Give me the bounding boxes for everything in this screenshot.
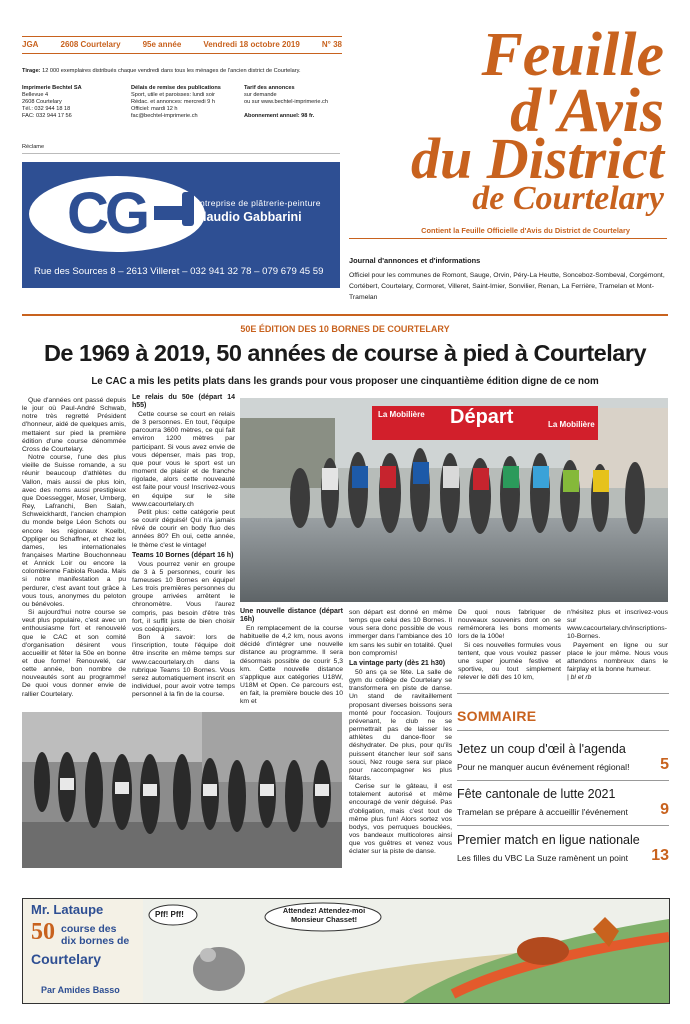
ad-line1: Entreprise de plâtrerie-peinture bbox=[194, 198, 321, 208]
comic-word-courtelary: Courtelary bbox=[31, 951, 102, 967]
subhead-distance: Une nouvelle distance (départ 16h) bbox=[240, 608, 343, 623]
comic-title: Mr. Lataupe bbox=[31, 902, 104, 917]
subhead-teams: Teams 10 Bornes (départ 16 h) bbox=[132, 551, 234, 559]
tarif-line: sur demande bbox=[244, 92, 277, 98]
tirage-text: 12 000 exemplaires distribués chaque vendredi dans tous les ménages de l'ancien district de Courtelary. bbox=[42, 68, 301, 74]
article-title: De 1969 à 2019, 50 années de course à pied à Courtelary bbox=[43, 340, 647, 366]
reclame-label: Réclame bbox=[22, 144, 45, 150]
ad-line2: Claudio Gabbarini bbox=[194, 210, 302, 224]
article-lead: Le CAC a mis les petits plats dans les grands pour vous proposer une cinquantième édition digne de ce nom bbox=[91, 376, 599, 387]
article-column-3 bbox=[240, 606, 343, 707]
sommaire-item-title: Premier match en ligue nationale bbox=[457, 833, 640, 847]
masthead-journal: Journal d'annonces et d'informations bbox=[349, 256, 481, 265]
sommaire-item-lutte[interactable] bbox=[457, 787, 669, 817]
deadline-line: Rédac. et annonces: mercredi 9 h bbox=[131, 99, 215, 105]
tarif-title: Tarif des annonces bbox=[244, 85, 295, 91]
header-number: N° 38 bbox=[321, 40, 342, 49]
sommaire-item-page: 13 bbox=[651, 847, 669, 864]
comic-number: 50 bbox=[31, 919, 55, 945]
masthead-contains: Contient la Feuille Officielle d'Avis du District de Courtelary bbox=[421, 226, 630, 235]
ad-logo: CG bbox=[67, 181, 146, 246]
article-column-2 bbox=[132, 392, 235, 699]
comic-strip bbox=[22, 898, 670, 1004]
article-paragraph: Notre course, l'une des plus vieille de Suisse romande, a su réunir beaucoup d'athlètes du Vallon, mais aussi de plus loin, avec des noms aussi prestigieux que Doessegger, Moser, Umberg, Rey, Lafranchi, Ben Salah, Schweickhardt, l'ancien champion du monde belge Léon Schots ou encore les régionaux Koelbl, Oppliger ou Schaffner, et chez les dames, les internationales françaises Martine Bouchonneau et Annick Loir ou encore la colombienne Fabiola Rueda. Mais si notre manifestation a pu perdurer, c'est avant tout grâce à vous tous, anonymes du peloton ou bénévoles. bbox=[22, 454, 126, 608]
sommaire-item-sub: Pour ne manquer aucun événement régional! bbox=[457, 762, 630, 772]
article-column-1 bbox=[22, 397, 126, 699]
article-paragraph: Payement en ligne ou sur place le jour même. Nous vous attendons nombreux dans le fairplay et la bonne humeur. bbox=[567, 641, 668, 674]
header-rule-bottom bbox=[22, 53, 342, 54]
advertisement-gabbarini[interactable] bbox=[22, 162, 340, 288]
article-column-5 bbox=[458, 609, 561, 682]
article-column-6 bbox=[567, 609, 668, 682]
article-paragraph: Que d'années ont passé depuis le jour où Paul-André Schwab, notre très regretté Président d'honneur, aidé de quelques amis, mettaient sur pied la première édition d'une course dénommée Cross de Courtelary. bbox=[22, 397, 126, 453]
sommaire-item-sub: Les filles du VBC La Suze ramènent un point bbox=[457, 853, 629, 863]
sommaire-rule-top bbox=[457, 693, 669, 694]
printer-info bbox=[22, 85, 122, 120]
comic-author: Par Amides Basso bbox=[41, 985, 120, 995]
printer-title: Imprimerie Bechtel SA bbox=[22, 85, 82, 91]
deadline-line: Officiel: mardi 12 h bbox=[131, 106, 178, 112]
tirage-label: Tirage: bbox=[22, 68, 41, 74]
race-start-photo bbox=[240, 398, 668, 602]
article-paragraph: Si aujourd'hui notre course se veut plus populaire, c'est avec un enthousiasme fort et renouvelé que le CAC et son comité d'organisation désirent vous accueillir et fêter la 50e en bonne et due forme! Renouvelé, car cette année, bon nombre de nouveautés sont au programme! De quoi vous donner envie de rallier Courtelary. bbox=[22, 609, 126, 698]
tirage-line bbox=[22, 68, 352, 75]
masthead-line2: d'Avis bbox=[510, 77, 664, 145]
sommaire-rule bbox=[457, 730, 669, 731]
sommaire-title: SOMMAIRE bbox=[457, 708, 537, 724]
article-paragraph: De quoi nous fabriquer de nouveaux souvenirs dont on se remémorera les bons moments lors de la 100e! bbox=[458, 609, 561, 641]
article-column-4 bbox=[349, 609, 452, 857]
sommaire-rule bbox=[457, 825, 669, 826]
subhead-vintage: La vintage party (dès 21 h30) bbox=[349, 659, 446, 667]
sommaire-item-page: 9 bbox=[660, 801, 669, 818]
article-paragraph: Cerise sur le gâteau, il est totalement autorisé et même encouragé de venir déguisé. Pas d'obligation, mais c'est tout de même plus fun! Alors sortez vos bodys, vos perruques bouclées, vos bandeaux multicolores ainsi que vos guêtres et venez vous éclater sur la piste de danse. bbox=[349, 783, 452, 856]
header-jga: JGA bbox=[22, 40, 39, 49]
article-paragraph: son départ est donné en même temps que celui des 10 Bornes. Il vous sera donc possible de vous immerger dans l'ambiance des 10 km sans les subir en totalité. Quel bon compromis! bbox=[349, 609, 452, 657]
tarif-link[interactable]: ou sur www.bechtel-imprimerie.ch bbox=[244, 99, 328, 105]
article-paragraph: Cette course se court en relais de 3 personnes. En tout, l'équipe parcourra 3600 mètres, ce qui fait environ 1200 mètres par participant. Si vous avez envie de vous dépenser, mais pas trop, que pour vous le sport est un moment de plaisir et de franche rigolade, alors cette nouveauté est faite pour vous! Inscrivez-vous en équipe sur le site www.cacourtelary.ch bbox=[132, 411, 235, 508]
article-paragraph: n'hésitez plus et inscrivez-vous sur www.cacourtelary.ch/inscriptions-10-Bornes. bbox=[567, 609, 668, 641]
sommaire-item-agenda[interactable] bbox=[457, 742, 669, 772]
header-date: Vendredi 18 octobre 2019 bbox=[203, 40, 300, 49]
article-paragraph: Bon à savoir: lors de l'inscription, toute l'équipe doit être inscrite en même temps sur www.cacourtelary.ch dans la rubrique Teams 10 Bornes. Vous serez automatiquement inscrit en individuel, pour avoir votre temps personnel à la fin de la course. bbox=[132, 634, 235, 699]
ad-address: Rue des Sources 8 – 2613 Villeret – 032 941 32 78 – 079 679 45 59 bbox=[34, 266, 324, 277]
sommaire-item-title: Jetez un coup d'œil à l'agenda bbox=[457, 742, 626, 756]
sommaire-item-sub: Tramelan se prépare à accueillir l'événement bbox=[457, 807, 628, 817]
printer-line: Bellevue 4 bbox=[22, 92, 49, 98]
printer-line: FAC: 032 944 17 56 bbox=[22, 113, 72, 119]
masthead-rule bbox=[349, 238, 667, 239]
sommaire-rule bbox=[457, 780, 669, 781]
historic-race-photo bbox=[22, 712, 342, 868]
comic-bubble-2: Attendez! Attendez-moi Monsieur Chasset! bbox=[282, 906, 366, 924]
comic-word-course: course des bbox=[61, 923, 117, 935]
masthead-official: Officiel pour les communes de Romont, Sauge, Orvin, Péry-La Heutte, Sonceboz-Sombeval, Corgémont, Cortébert, Courtelary, Cormoret, Villeret, Saint-Imier, Sonvilier, Renan, La Ferrière, Tramelan et Mont-Tramelan bbox=[349, 272, 665, 301]
roller-handle bbox=[154, 206, 184, 220]
article-signature: | bl et rb bbox=[567, 674, 592, 682]
article-paragraph: 50 ans ça se fête. La salle de gym du collège de Courtelary se transformera en piste de danse. Un stand de ravitaillement proposant diverses boissons sera monté pour l'occasion. Toujours prévenant, le club ne se permettrait pas de laisser les athlètes du dance-floor se déshydrater. De plus, pour qu'ils puissent étancher leur soif sans souci, Nez rouge sera sur place pour raccompagner les plus fêtards. bbox=[349, 668, 452, 782]
masthead-line3: du District bbox=[411, 126, 664, 191]
header-year: 95e année bbox=[142, 40, 182, 49]
sommaire-item-page: 5 bbox=[660, 756, 669, 773]
header-location: 2608 Courtelary bbox=[60, 40, 121, 49]
article-paragraph: Si ces nouvelles formules vous tentent, que vous voulez passer une super journée festive et sportive, ou tout simplement relever le défi des 10 km, bbox=[458, 641, 561, 682]
article-paragraph: Vous pourrez venir en groupe de 3 à 5 personnes, courir les fameuses 10 Bornes en équipe! Les trois premières personnes du groupe arrivées arrêtent le chronomètre. Vous l'aurez compris, pas besoin d'être très fort, il suffit juste de bien choisir vos coéquipiers. bbox=[132, 560, 235, 633]
header-rule-top bbox=[22, 36, 342, 37]
banner-left-text: La Mobilière bbox=[378, 410, 425, 419]
masthead-line1: Feuille bbox=[481, 21, 664, 89]
subhead-relais: Le relais du 50e (départ 14 h55) bbox=[132, 394, 235, 409]
deadline-info bbox=[131, 85, 241, 120]
historic-race-illustration bbox=[22, 712, 342, 868]
article-paragraph: Petit plus: cette catégorie peut se courir déguisé! Qui n'a jamais rêvé de courir en body fluo des années 80? Eh oui, cette année, le thème c'est le vintage! bbox=[132, 508, 235, 549]
deadline-title: Délais de remise des publications bbox=[131, 85, 221, 91]
banner-main-text: Départ bbox=[450, 406, 514, 428]
sommaire-item-title: Fête cantonale de lutte 2021 bbox=[457, 787, 616, 801]
printer-line: Tél.: 032 944 18 18 bbox=[22, 106, 71, 112]
masthead-line4: de Courtelary bbox=[472, 180, 664, 217]
comic-word-bornes: dix bornes de bbox=[61, 935, 130, 947]
deadline-email[interactable]: fac@bechtel-imprimerie.ch bbox=[131, 113, 198, 119]
issue-header bbox=[22, 40, 342, 49]
roller-head bbox=[182, 192, 194, 226]
deadline-line: Sport, utile et paroisses: lundi soir bbox=[131, 92, 215, 98]
article-top-rule bbox=[22, 314, 668, 316]
tarif-info bbox=[244, 85, 354, 120]
sommaire-item-vbc[interactable] bbox=[457, 833, 669, 863]
article-paragraph: En remplacement de la course habituelle de 4,2 km, nous avons décidé d'intégrer une nouvelle distance au programme. Il sera désormais possible de courir 5,3 km. Cette nouvelle distance s'applique aux catégories U18W, U18M et Open. Ce parcours est, en fait, la première boucle des 10 km et bbox=[240, 625, 343, 706]
reclame-rule bbox=[22, 153, 340, 154]
abonnement: Abonnement annuel: 98 fr. bbox=[244, 113, 315, 119]
comic-bubble-1: Pff! Pff! bbox=[155, 910, 184, 919]
banner-right-text: La Mobilière bbox=[548, 420, 595, 429]
printer-line: 2608 Courtelary bbox=[22, 99, 62, 105]
article-kicker: 50E ÉDITION DES 10 BORNES DE COURTELARY bbox=[240, 324, 450, 334]
